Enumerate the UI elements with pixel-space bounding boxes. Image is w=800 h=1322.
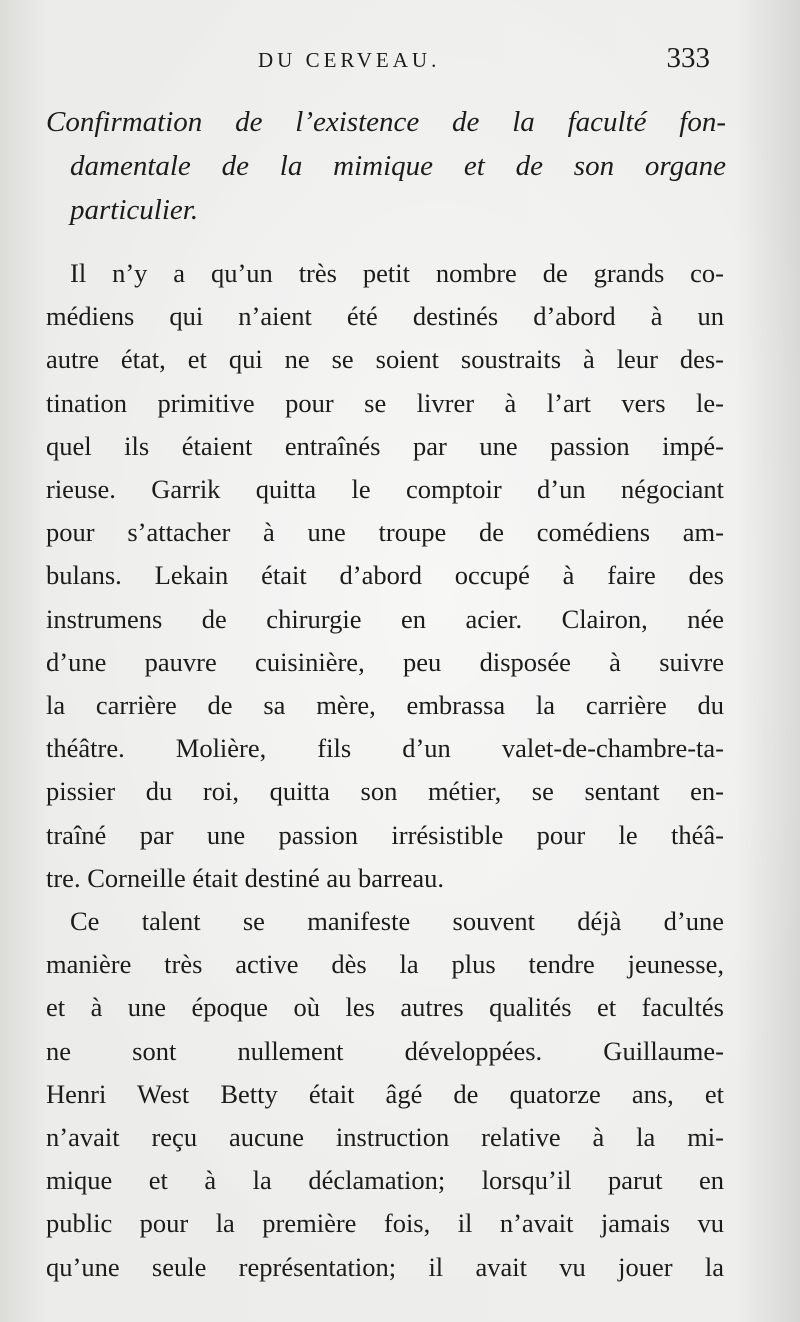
text-line: tre. Corneille était destiné au barreau. [46,862,445,893]
running-head: DU CERVEAU. [258,48,441,72]
title-line: particulier. [70,194,199,226]
text-line: médiens qui n’aient été destinés d’abord à un [46,301,724,332]
text-line: mique et à la déclamation; lorsqu’il parut en [46,1165,724,1196]
paragraph-1 [46,252,724,900]
text-line: public pour la première fois, il n’avait jamais vu [46,1208,724,1239]
text-line: rieuse. Garrik quitta le comptoir d’un négociant [46,474,724,505]
text-line: la carrière de sa mère, embrassa la carrière du [46,690,724,721]
text-line: Ce talent se manifeste souvent déjà d’une [70,906,724,937]
page-number: 333 [666,42,710,74]
body-text [46,252,724,1289]
text-line: pour s’attacher à une troupe de comédiens am- [46,517,724,548]
text-line: quel ils étaient entraînés par une passion impé- [46,430,724,461]
text-line: tination primitive pour se livrer à l’art vers le- [46,387,724,418]
paragraph-2 [46,900,724,1289]
text-line: pissier du roi, quitta son métier, se sentant en- [46,776,724,807]
section-title [46,100,726,232]
text-line: bulans. Lekain était d’abord occupé à faire des [46,560,724,591]
text-line: autre état, et qui ne se soient soustraits à leur des- [46,344,724,375]
text-line: n’avait reçu aucune instruction relative à la mi- [46,1122,724,1153]
title-line: Confirmation de l’existence de la faculté fon- [46,106,726,138]
title-line: damentale de la mimique et de son organe [70,150,726,182]
text-line: manière très active dès la plus tendre jeunesse, [46,949,724,980]
text-line: théâtre. Molière, fils d’un valet-de-chambre-ta- [46,733,724,764]
text-line: qu’une seule représentation; il avait vu jouer la [46,1251,724,1282]
page-header [0,40,800,80]
text-line: d’une pauvre cuisinière, peu disposée à suivre [46,646,724,677]
text-line: Henri West Betty était âgé de quatorze ans, et [46,1078,724,1109]
text-line: instrumens de chirurgie en acier. Clairon, née [46,603,724,634]
text-line: Il n’y a qu’un très petit nombre de grands co- [70,258,724,288]
text-line: traîné par une passion irrésistible pour le théâ- [46,819,724,850]
text-line: et à une époque où les autres qualités et facultés [46,992,724,1023]
text-line: ne sont nullement développées. Guillaume- [46,1035,724,1066]
